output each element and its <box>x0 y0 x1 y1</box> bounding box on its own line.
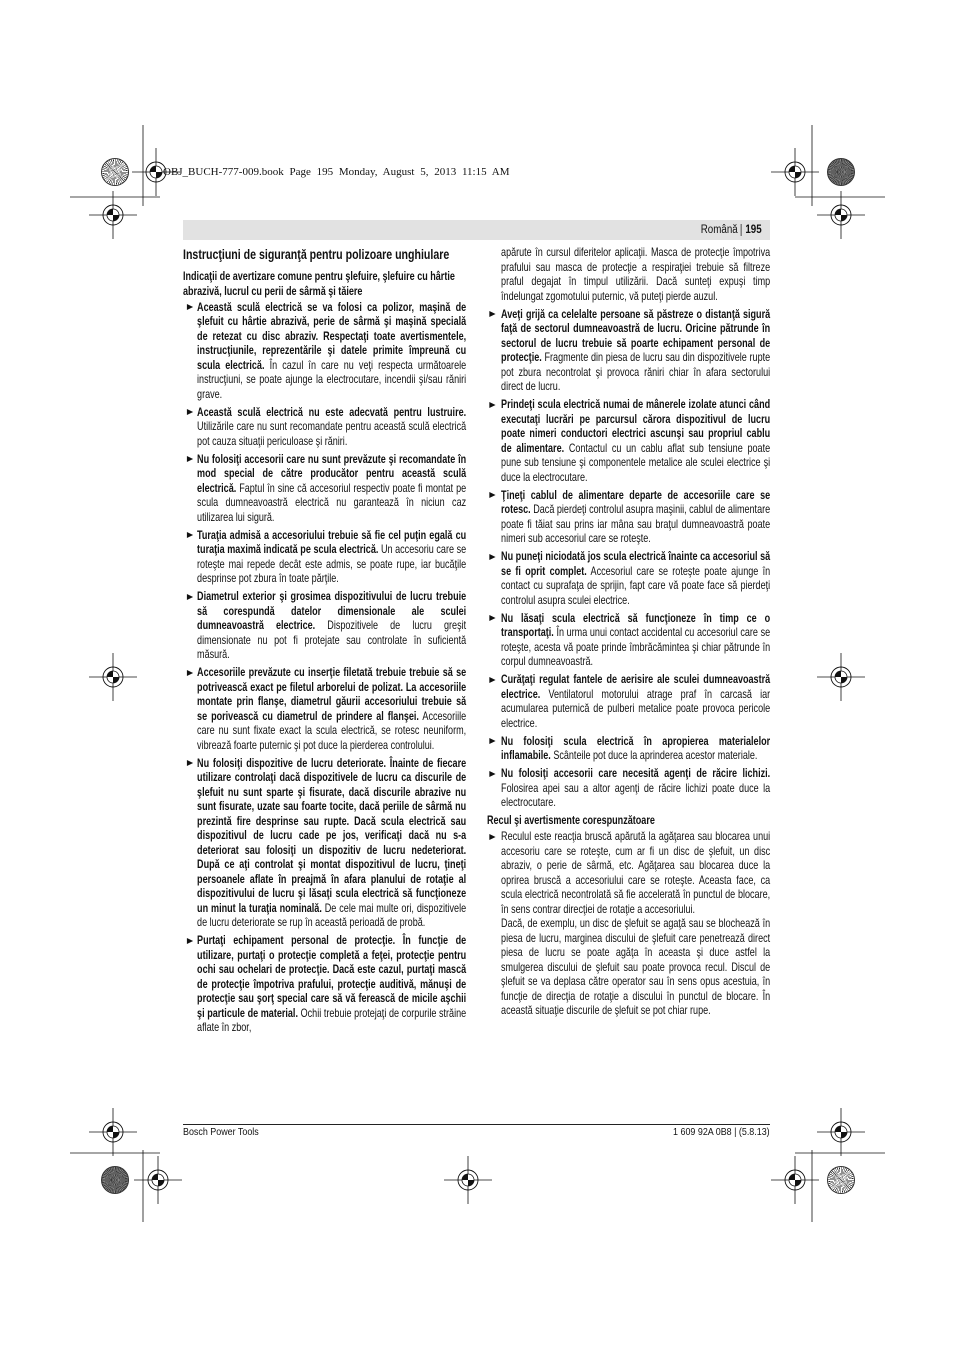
safety-instruction <box>183 301 466 403</box>
footer-doc-number: 1 609 92A 0B8 | (5.8.13) <box>673 1126 770 1138</box>
instruction-explanation: Dacă pierdeţi controlul asupra maşinii, cablul de alimentare poate fi tăiat sau prins iar mâna sau braţul dumneavoastră poate nimeri sub accesoriul care se roteşte. <box>501 503 771 545</box>
instruction-warning: Aveţi grijă ca celelalte persoane să păstreze o distanţă sigură faţă de sectorul dumneavoastră de lucru. Oricine pătrunde în sectorul de lucru trebuie să poarte echipament personal de protecţie. <box>501 307 771 364</box>
kickback-paragraph: Reculul este reacţia bruscă apărută la agăţarea sau blocarea unui accesoriu care se roteşte, cum ar fi un disc de şlefuit, un disc abraziv, o perie de sârmă, etc. Agăţarea sau blocarea duce la oprirea bruscă a accesoriului care se roteşte. Aceasta face, ca scula electrică necontrolată să fie accelerată în punctul de blocare, în sens contrar direcţiei de rotaţie a accesoriului. <box>501 830 771 916</box>
instruction-explanation: De cele mai multe ori, dispozitivele de lucru deteriorate se rup în această perioadă de probă. <box>197 901 467 929</box>
bullet-arrow-icon <box>489 834 495 840</box>
registration-mark <box>817 191 865 239</box>
bullet-arrow-icon <box>187 409 193 415</box>
bullet-arrow-icon <box>489 738 495 744</box>
instruction-warning: Purtaţi echipament personal de protecţie. În funcţie de utilizare, purtaţi o protecţie completă a feţei, protecţie pentru ochi sau ochelari de protecţie. Dacă este cazul, purtaţi mască de protecţie împotriva prafului, protecţie auditivă, mănuşi de protecţie sau şorţ special care să vă ferească de micile aşchii şi particule de material. <box>197 934 467 1020</box>
instruction-continuation: apărute în cursul diferitelor aplicaţii. Masca de protecţie împotriva prafului sau masca de protecţie a respiraţiei trebuie să filtreze praful degajat în timpul utilizării. Dacă sunteţi expuşi timp îndelungat zgomotului puternic, vă puteţi pierde auzul. <box>501 246 771 303</box>
bullet-arrow-icon <box>489 677 495 683</box>
print-target-icon <box>827 1166 855 1194</box>
instruction-warning: Accesoriile prevăzute cu inserţie filetată trebuie trebuie să se potrivească exact pe filetul arborelui de polizat. La accesoriile montate prin flanşe, diametrul găurii accesoriului trebuie să se porivească cu diametrul de prindere al flanşei. <box>197 666 467 723</box>
instruction-warning: Prindeţi scula electrică numai de mânerele izolate atunci când executaţi lucrări pe parcursul cărora dispozitivul de lucru poate nimeri conductori electrici ascunşi sau propriul cablu de alimentare. <box>501 398 771 455</box>
print-slug: OBJ_BUCH-777-009.book Page 195 Monday, August 5, 2013 11:15 AM <box>163 166 510 178</box>
instruction-warning: Curăţaţi regulat fantele de aerisire ale sculei dumneavoastră electrice. <box>501 673 771 701</box>
section-subtitle: Indicaţii de avertizare comune pentru şlefuire, şlefuire cu hârtie abrazivă, lucrul cu perii de sârmă şi tăiere <box>183 270 455 298</box>
instruction-warning: Nu folosiţi accesorii care necesită agenţi de răcire lichizi. <box>501 767 771 780</box>
instruction-explanation: În urma unui contact accidental cu accesoriul care se roteşte, acesta vă poate prinde îmbrăcămintea şi chiar pătrunde în corpul dumneavoastră. <box>501 626 771 668</box>
registration-mark <box>134 1156 182 1204</box>
instruction-explanation: Accesoriile care nu sunt fixate exact la scula electrică, se rotesc neuniform, vibrează foarte puternic şi pot duce la pierderea controlului. <box>197 709 467 752</box>
bullet-arrow-icon <box>489 771 495 777</box>
bullet-arrow-icon <box>489 554 495 560</box>
kickback-instruction <box>487 830 770 1019</box>
bullet-arrow-icon <box>187 670 193 676</box>
registration-mark <box>89 191 137 239</box>
instruction-explanation: Ochii trebuie protejaţi de corpurile străine aflate în zbor, <box>197 1006 467 1034</box>
right-column <box>487 246 770 1022</box>
bullet-arrow-icon <box>187 938 193 944</box>
instruction-warning: Nu puneţi niciodată jos scula electrică înainte ca accesoriul să se fi oprit complet. <box>501 550 771 578</box>
safety-instruction <box>487 612 770 670</box>
instruction-warning: Nu lăsaţi scula electrică să funcţioneze în timp ce o transportaţi. <box>501 611 771 639</box>
safety-instruction <box>487 767 770 811</box>
safety-instruction <box>183 453 466 526</box>
instruction-explanation: Contactul cu un cablu aflat sub tensiune poate pune sub tensiune şi componentele metalice ale sculei electrice şi duce la electrocutare. <box>501 441 771 484</box>
instruction-explanation: Fragmente din piesa de lucru sau din dispozitivele rupte pot zbura necontrolat şi provoca răniri chiar în afara sectorului direct de lucru. <box>501 351 771 393</box>
section-title: Instrucţiuni de siguranţă pentru polizoare unghiulare <box>183 247 450 262</box>
instruction-warning: Diametrul exterior şi grosimea dispozitivului de lucru trebuie să corespundă datelor dimensionale ale sculei dumneavoastră electrice. <box>197 590 467 632</box>
instruction-warning: Această sculă electrică nu este adecvată pentru lustruire. <box>197 405 467 419</box>
bullet-arrow-icon <box>187 760 193 766</box>
bullet-arrow-icon <box>187 456 193 462</box>
registration-mark <box>89 653 137 701</box>
instruction-explanation: Faptul în sine că accesoriul respectiv poate fi montat pe scula dumneavoastră electrică nu garantează în niciun caz utilizarea lui sigură. <box>197 481 467 524</box>
instruction-warning: Ţineţi cablul de alimentare departe de accesoriile care se rotesc. <box>501 488 771 516</box>
header-language: Română <box>701 224 742 236</box>
kickback-paragraph: Dacă, de exemplu, un disc de şlefuit se agaţă sau se blochează în piesa de lucru, marginea discului de şlefuit care penetrează direct piesa de lucru se poate agăţa în aceasta şi duce astfel la smulgerea discului de şlefuit sau poate provoca recul. Discul de şlefuit se va deplasa către operator sau în sens opus acestuia, în funcţie de direcţia de rotaţie a discului în punctul de blocare. În această situaţie discurile de şlefuit se pot chiar rupe. <box>501 917 771 1017</box>
print-target-icon <box>827 158 855 186</box>
instruction-explanation: Dispozitivele de lucru greşit dimensionate nu pot fi protejate sau controlate în suficientă măsură. <box>197 619 467 661</box>
footer-brand: Bosch Power Tools <box>183 1126 259 1138</box>
safety-instruction <box>487 735 770 764</box>
page-number: 195 <box>745 224 762 236</box>
registration-mark <box>817 1108 865 1156</box>
print-target-icon <box>101 158 129 186</box>
safety-instruction <box>487 673 770 731</box>
safety-instruction <box>183 666 466 753</box>
instruction-explanation: Ventilatorul motorului atrage praf în carcasă iar acumularea puternică de pulberi metalice poate provoca pericole electrice. <box>501 687 771 730</box>
instruction-explanation: Scânteile pot duce la aprinderea acestor materiale. <box>550 749 758 762</box>
page-header <box>183 220 770 240</box>
registration-mark <box>89 1108 137 1156</box>
header-text <box>701 223 762 237</box>
registration-mark <box>817 653 865 701</box>
safety-instruction <box>183 406 466 450</box>
safety-instruction <box>183 757 466 931</box>
bullet-arrow-icon <box>489 311 495 317</box>
safety-instruction <box>183 590 466 663</box>
bullet-arrow-icon <box>187 304 193 310</box>
instruction-explanation: Un accesoriu care se roteşte mai repede decât este admis, se poate rupe, iar bucăţile desprinse pot zbura în toate părţile. <box>197 543 467 585</box>
safety-instruction <box>487 489 770 547</box>
instruction-explanation: Utilizările care nu sunt recomandate pentru această sculă electrică pot cauza situaţii periculoase şi răniri. <box>197 420 467 448</box>
instruction-warning: Această sculă electrică se va folosi ca polizor, maşină de şlefuit cu hârtie abrazivă, perie de sârmă şi maşină specială de retezat cu disc abraziv. Respectaţi toate avertismentele, instrucţiunile, reprezentările şi datele primite împreună cu scula electrică. <box>197 300 467 372</box>
instruction-warning: Nu folosiţi scula electrică în apropierea materialelor inflamabile. <box>501 734 771 762</box>
print-target-icon <box>101 1166 129 1194</box>
safety-instruction <box>183 529 466 587</box>
bullet-arrow-icon <box>187 594 193 600</box>
instruction-explanation: Folosirea apei sau a altor agenţi de răcire lichizi poate duce la electrocutare. <box>501 781 771 809</box>
registration-mark <box>444 1156 492 1204</box>
safety-instruction <box>487 398 770 485</box>
instruction-warning: Nu folosiţi dispozitive de lucru deteriorate. Înainte de fiecare utilizare controlaţi dacă dispozitivele de lucru ca discurile de şlefuit nu sunt sparte şi fisurate, dacă discurile abrazive nu sunt fisurate, uzate sau foarte tocite, dacă periile de sârmă nu prezintă fire desprinse sau rupte. Dacă scula electrică sau dispozitivul de lucru cade pe jos, verificaţi dacă nu s-a deteriorat sau folosiţi un dispozitiv de lucru nedeteriorat. După ce aţi controlat şi montat dispozitivul de lucru, ţineţi persoanele aflate în preajmă în afara planului de rotaţie al dispozitivului de lucru şi lăsaţi scula electrică să funcţioneze un minut la turaţia nominală. <box>197 756 467 915</box>
safety-instruction <box>487 308 770 395</box>
safety-instruction <box>183 934 466 1036</box>
instruction-explanation: În cazul în care nu veţi respecta următoarele instrucţiuni, se poate ajunge la electrocutare, incendii şi/sau răniri grave. <box>197 358 467 401</box>
bullet-arrow-icon <box>489 402 495 408</box>
instruction-explanation: Accesoriul care se roteşte poate ajunge în contact cu suprafaţa de sprijin, fapt care vă poate face să pierdeţi controlul asupra sculei electrice. <box>501 564 771 607</box>
bullet-arrow-icon <box>489 615 495 621</box>
kickback-title: Recul şi avertismente corespunzătoare <box>487 814 655 827</box>
footer-rule <box>183 1124 770 1125</box>
bullet-arrow-icon <box>187 532 193 538</box>
bullet-arrow-icon <box>489 492 495 498</box>
safety-instruction <box>487 550 770 608</box>
instruction-warning: Turaţia admisă a accesoriului trebuie să fie cel puţin egală cu turaţia maximă indicată pe scula electrică. <box>197 528 467 556</box>
left-column <box>183 246 466 1039</box>
instruction-warning: Nu folosiţi accesorii care nu sunt prevăzute şi recomandate în mod special de către producător pentru această sculă electrică. <box>197 452 467 495</box>
